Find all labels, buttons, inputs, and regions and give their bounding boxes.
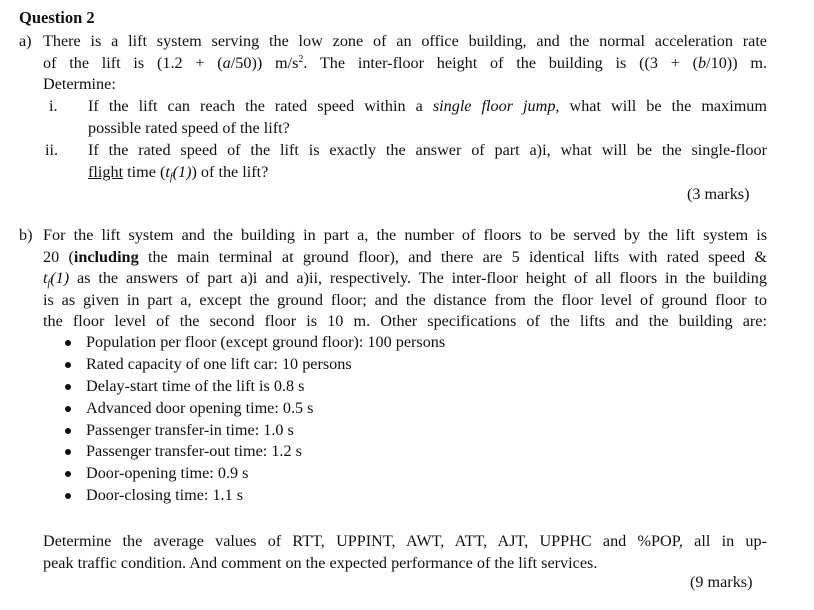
list-item-text: Passenger transfer-out time: 1.2 s <box>86 442 302 461</box>
part-a-line-1: There is a lift system serving the low zone of an office building, and the normal acceleration rate <box>43 32 767 50</box>
item-ii-underlined-word: flight <box>88 162 124 181</box>
specification-list <box>64 332 445 507</box>
part-b-marks: (9 marks) <box>690 573 753 591</box>
list-item-text: Door-closing time: 1.1 s <box>86 486 244 505</box>
part-a-text <box>43 31 767 96</box>
part-b-bold-word: including <box>73 247 139 266</box>
part-b-line-3 <box>43 268 767 290</box>
floor-arg: (1) <box>50 269 70 288</box>
item-i-line-1 <box>88 96 767 118</box>
bullet-icon <box>65 493 71 499</box>
part-a-line-2-unit: /50)) m/s <box>230 53 299 72</box>
bullet-icon <box>65 428 71 434</box>
part-b-marker: b) <box>19 226 33 244</box>
superscript-2: 2 <box>298 53 304 65</box>
list-item-text: Delay-start time of the lift is 0.8 s <box>86 376 305 395</box>
subscript-f: f <box>169 171 173 183</box>
list-item-text: Rated capacity of one lift car: 10 persons <box>86 354 352 373</box>
list-item <box>64 398 445 420</box>
item-i-line-1-pre: If the lift can reach the rated speed within a <box>88 97 433 115</box>
floor-arg: (1) <box>172 162 192 181</box>
list-item <box>64 485 445 507</box>
item-ii-line-1: If the rated speed of the lift is exactly the answer of part a)i, what will be the single-floor <box>88 141 767 159</box>
item-ii-line-2 <box>88 162 767 184</box>
list-item-text: Advanced door opening time: 0.5 s <box>86 398 314 417</box>
part-a-line-2 <box>43 53 767 75</box>
part-a-line-2-post: /10)) m. <box>706 53 767 72</box>
part-b-line-5: the floor level of the second floor is 10 m. Other specifications of the lifts and the building are: <box>43 312 767 331</box>
list-item <box>64 376 445 398</box>
variable-b: b <box>698 53 707 72</box>
part-b-line-2-post: the main terminal at ground floor), and there are 5 identical lifts with rated speed & <box>138 247 767 266</box>
variable-t: t <box>165 162 170 181</box>
part-b-line-2-pre: 20 ( <box>43 247 74 266</box>
item-i-line-2: possible rated speed of the lift? <box>88 118 290 137</box>
variable-t: t <box>43 269 48 288</box>
list-item <box>64 354 445 376</box>
part-b-task <box>43 531 767 574</box>
bullet-icon <box>65 384 71 390</box>
part-a-line-2-mid: . The inter-floor height of the building is ((3 + ( <box>303 53 699 72</box>
list-item <box>64 420 445 442</box>
part-b-line-2 <box>43 247 767 269</box>
item-ii-marker: ii. <box>45 141 59 159</box>
item-i-marker: i. <box>49 97 58 115</box>
variable-a: a <box>222 53 231 72</box>
bullet-icon <box>65 406 71 412</box>
task-line-1: Determine the average values of RTT, UPPINT, AWT, ATT, AJT, UPPHC and %POP, all in up- <box>43 532 767 550</box>
item-i-italic-phrase: single floor jump <box>432 97 556 115</box>
item-i-line-1-post: , what will be the maximum <box>555 97 767 115</box>
part-b-text <box>43 225 767 333</box>
part-b-line-4: is as given in part a, except the ground floor; and the distance from the floor level of ground floor to <box>43 290 767 309</box>
bullet-icon <box>65 362 71 368</box>
part-b-line-3-post: as the answers of part a)i and a)ii, respectively. The inter-floor height of all floors in the building <box>69 269 767 288</box>
part-b-line-1: For the lift system and the building in part a, the number of floors to be served by the lift system is <box>43 226 767 244</box>
task-line-2: peak traffic condition. And comment on the expected performance of the lift services. <box>43 553 598 572</box>
list-item-text: Population per floor (except ground floor): 100 persons <box>86 333 446 351</box>
bullet-icon <box>65 340 71 346</box>
list-item-text: Passenger transfer-in time: 1.0 s <box>86 420 294 439</box>
item-i-text <box>88 96 767 139</box>
list-item <box>64 441 445 463</box>
bullet-icon <box>65 449 71 455</box>
item-ii-text <box>88 140 767 183</box>
part-a-line-2-pre: of the lift is (1.2 + ( <box>43 53 223 72</box>
list-item <box>64 332 445 354</box>
item-ii-line-2-post: ) of the lift? <box>191 162 269 181</box>
item-ii-line-2-mid: time ( <box>123 162 166 181</box>
question-title: Question 2 <box>19 8 95 27</box>
bullet-icon <box>65 471 71 477</box>
list-item-text: Door-opening time: 0.9 s <box>86 464 249 483</box>
part-a-marks: (3 marks) <box>687 185 750 203</box>
determine-label: Determine: <box>43 75 116 94</box>
subscript-f: f <box>47 278 51 290</box>
part-a-marker: a) <box>19 32 32 50</box>
list-item <box>64 463 445 485</box>
